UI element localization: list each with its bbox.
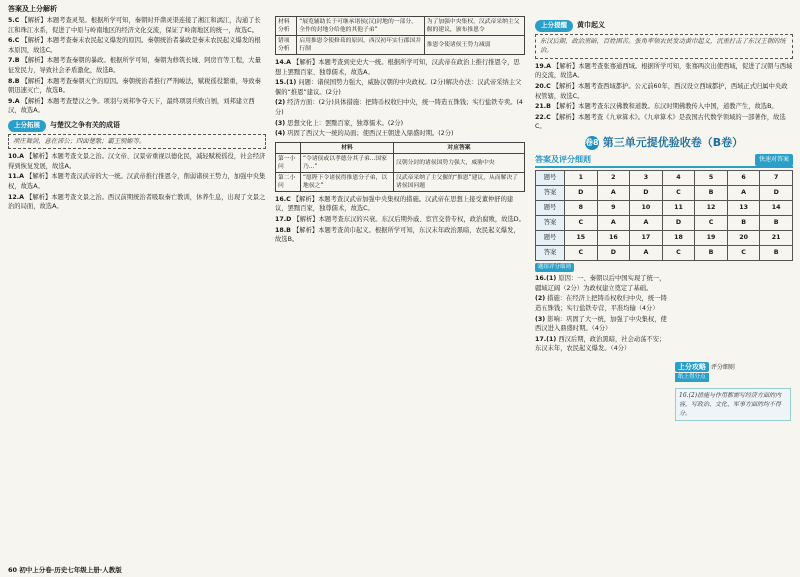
answer-bar-title: 答案及评分细则 bbox=[535, 154, 591, 164]
question-number-cell: 13 bbox=[727, 200, 760, 215]
answer-item bbox=[275, 119, 525, 129]
answer-item bbox=[275, 226, 525, 245]
answer-number: 7.B bbox=[8, 57, 20, 65]
answer-number: (3) bbox=[535, 315, 546, 323]
answer-number: 6.C bbox=[8, 37, 20, 45]
answer-grid-row bbox=[536, 185, 793, 200]
answer-grid-row bbox=[536, 230, 793, 245]
answer-number: 15.(1) bbox=[275, 79, 297, 87]
question-number-cell: 8 bbox=[565, 200, 598, 215]
question-number-cell: 21 bbox=[760, 230, 793, 245]
tip-pill: 上分拓展 bbox=[8, 120, 46, 132]
answer-cell: B bbox=[695, 185, 728, 200]
answer-item bbox=[535, 62, 793, 81]
question-number-cell: 19 bbox=[695, 230, 728, 245]
question-number-cell: 17 bbox=[630, 230, 663, 245]
answer-number: 8.B bbox=[8, 77, 20, 85]
question-number-cell: 4 bbox=[662, 170, 695, 185]
table-row bbox=[276, 142, 525, 153]
answer-item bbox=[8, 77, 266, 96]
answer-text: 影响：巩固了大一统，加强了中央集权，使西汉进入鼎盛时期。（4分） bbox=[535, 315, 667, 333]
table-cell: 材料分析 bbox=[276, 17, 297, 36]
answer-text: 措施：在经济上把铸币权收归中央，统一铸造五铢钱；实行盐铁专营，平准均输（4分） bbox=[535, 295, 667, 312]
table-row bbox=[276, 153, 525, 172]
tip-box bbox=[535, 20, 793, 32]
answer-item bbox=[535, 335, 670, 354]
table-cell: 错项分析 bbox=[276, 36, 297, 55]
answer-grid-row bbox=[536, 200, 793, 215]
answer-number: 16.C bbox=[275, 195, 291, 203]
rubric-box bbox=[675, 363, 791, 421]
answer-cell: A bbox=[597, 215, 630, 230]
answer-grid-label: 题号 bbox=[536, 170, 565, 185]
question-number-cell: 20 bbox=[727, 230, 760, 245]
answer-grid bbox=[535, 170, 793, 261]
answer-text: 【解析】本题考查秦末农民起义爆发的原因。秦朝统治者暴政是秦末农民起义爆发的根本原因，故选C。 bbox=[8, 37, 261, 54]
answer-cell: A bbox=[630, 215, 663, 230]
answer-number: 5.C bbox=[8, 17, 20, 24]
answer-grid-label: 题号 bbox=[536, 230, 565, 245]
answer-number: 18.B bbox=[275, 226, 291, 234]
score-tag: 题组评分细则 bbox=[535, 263, 574, 273]
question-number-cell: 16 bbox=[597, 230, 630, 245]
column-1 bbox=[8, 16, 266, 213]
answer-number: 22.C bbox=[535, 113, 551, 121]
answer-item bbox=[535, 294, 670, 313]
tip-pill: 上分提醒 bbox=[535, 20, 573, 32]
column-2 bbox=[275, 16, 525, 246]
table-cell: 汉朝分封的诸侯国势力强大，威胁中央 bbox=[394, 153, 525, 172]
answer-text: 【解析】本题考查楚汉之争。项羽与刘邦争夺天下，最终项羽兵败自刎，刘邦建立西汉，故选A。 bbox=[8, 97, 255, 115]
answer-text: 【解析】本题考查汉武帝的大一统。汉武帝推行推恩令，削弱诸侯王势力，加强中央集权，故选A。 bbox=[8, 173, 266, 190]
answer-cell: C bbox=[727, 245, 760, 260]
table-cell bbox=[276, 142, 301, 153]
answer-number: 17.(1) bbox=[535, 335, 557, 343]
answer-cell: C bbox=[695, 215, 728, 230]
column-3 bbox=[535, 16, 793, 355]
answer-grid-row bbox=[536, 170, 793, 185]
answer-item bbox=[535, 113, 793, 132]
answer-number: (2) bbox=[275, 99, 286, 107]
answer-text: 【解析】本题考查文景之治。汉文帝、汉景帝重视以德化民，减轻赋税徭役，社会经济得到恢复发展，故选A。 bbox=[8, 153, 266, 170]
answer-item bbox=[535, 315, 670, 334]
answer-number: (3) bbox=[275, 119, 286, 127]
page-header: 答案及上分解析 bbox=[8, 5, 57, 13]
answer-bar bbox=[535, 154, 793, 168]
answer-text: 原因：一、秦朝以后中国实现了统一，疆域辽阔（2分）为政权建立奠定了基础。 bbox=[535, 275, 666, 292]
answer-grid-label: 题号 bbox=[536, 200, 565, 215]
answer-cell: C bbox=[565, 245, 598, 260]
answer-cell: A bbox=[727, 185, 760, 200]
answer-number: 20.C bbox=[535, 82, 551, 90]
answer-number: (2) bbox=[535, 295, 546, 303]
answer-item bbox=[535, 102, 793, 112]
tip-text: 项庄舞剑，意在沛公；四面楚歌；霸王别姬等。 bbox=[8, 134, 266, 150]
rubric-head: 上分攻略 bbox=[675, 362, 709, 372]
table-cell: “愿陛下令诸侯得推恩分子弟，以地侯之” bbox=[301, 172, 394, 191]
question-number-cell: 5 bbox=[695, 170, 728, 185]
answer-text: 思想文化上：罢黜百家，独尊儒术。(2分) bbox=[287, 119, 404, 127]
answer-cell: B bbox=[695, 245, 728, 260]
answer-number: 10.A bbox=[8, 153, 25, 161]
question-number-cell: 14 bbox=[760, 200, 793, 215]
answer-item bbox=[275, 129, 525, 139]
answer-cell: D bbox=[662, 215, 695, 230]
answer-cell: C bbox=[662, 185, 695, 200]
tip-text: 东汉后期，政治黑暗，百姓困苦。张角率领农民发动黄巾起义，沉重打击了东汉王朝的统治。 bbox=[535, 34, 793, 59]
table-header: 材料 bbox=[301, 142, 394, 153]
answer-item bbox=[535, 82, 793, 101]
question-number-cell: 11 bbox=[662, 200, 695, 215]
answer-text: 【解析】本题考查《九章算术》。《九章算术》是我国古代数学领域的一部著作，故选C。 bbox=[535, 113, 786, 131]
answer-text: 【解析】本题考查西域都护。公元前60年，西汉设立西域都护，西域正式归属中央政权管辖，故选C。 bbox=[535, 82, 788, 100]
table-row bbox=[276, 172, 525, 191]
answer-number: 11.A bbox=[8, 173, 25, 181]
answer-item bbox=[275, 78, 525, 97]
answer-item bbox=[275, 215, 525, 225]
answer-text: 【解析】本题考查文景之治。西汉前期统治者吸取秦亡教训，休养生息，出现了文景之治的局面，故选A。 bbox=[8, 193, 266, 211]
rubric-tag: 纸上得分点 bbox=[675, 373, 709, 382]
answer-text: 西汉后期，政治黑暗，社会动荡不安；东汉末年，农民起义爆发。（4分） bbox=[535, 335, 666, 353]
question-number-cell: 15 bbox=[565, 230, 598, 245]
rubric-text: 16.(2)措施与作用都需写经济方面的内容，写政治、文化、军事方面的均不得分。 bbox=[675, 388, 791, 421]
answer-item bbox=[275, 98, 525, 117]
answer-item bbox=[8, 97, 266, 116]
answer-grid-label: 答案 bbox=[536, 185, 565, 200]
table-cell: “展览辅助长于可继承诸侯(汉)封地的一部分，全作的封地分给他的其他子弟” bbox=[297, 17, 424, 36]
question-number-cell: 7 bbox=[760, 170, 793, 185]
answer-item bbox=[535, 274, 670, 293]
answer-table bbox=[275, 142, 525, 192]
answer-text: 巩固了西汉大一统的局面；使西汉王朝进入鼎盛时期。(2分) bbox=[287, 130, 454, 138]
answer-cell: D bbox=[597, 245, 630, 260]
answer-cell: A bbox=[630, 245, 663, 260]
answer-cell: D bbox=[760, 185, 793, 200]
answer-grid-label: 答案 bbox=[536, 215, 565, 230]
answer-cell: C bbox=[662, 245, 695, 260]
answer-cell: A bbox=[597, 185, 630, 200]
answer-number: 14.A bbox=[275, 59, 292, 66]
table-row bbox=[276, 36, 525, 55]
answer-item bbox=[8, 36, 266, 55]
answer-cell: B bbox=[760, 215, 793, 230]
answer-grid-row bbox=[536, 245, 793, 260]
answer-item bbox=[8, 16, 266, 35]
answer-item bbox=[8, 193, 266, 212]
unit-title-text: 第三单元提优验收卷（B卷） bbox=[602, 136, 744, 150]
question-number-cell: 18 bbox=[662, 230, 695, 245]
answer-cell: C bbox=[565, 215, 598, 230]
answer-text: 【解析】本题考查灵渠。根据所学可知，秦朝时开凿灵渠连接了湘江和漓江，沟通了长江和珠江水系，促进了中原与岭南地区的经济文化交流，保证了岭南地区的统一，故选C。 bbox=[8, 17, 261, 34]
answer-text: 【解析】本题考查秦朝的暴政。根据所学可知，秦朝为修筑长城、阿房宫等工程，大量征发民力，导致社会矛盾激化，故选B。 bbox=[8, 57, 261, 74]
question-number-cell: 12 bbox=[695, 200, 728, 215]
unit-title bbox=[535, 136, 793, 150]
unit-badge: 卷8 bbox=[585, 136, 599, 150]
table-cell: 为了加强中央集权，汉武帝采纳主父偃的建议，颁布推恩令 bbox=[424, 17, 524, 36]
answer-text: 【解析】本题考查汉武帝加强中央集权的措施。汉武帝在思想上接受董仲舒的建议，罢黜百家，独尊儒术，故选C。 bbox=[275, 195, 514, 213]
answer-grid-row bbox=[536, 215, 793, 230]
answer-number: 12.A bbox=[8, 193, 25, 201]
answer-number: 21.B bbox=[535, 103, 551, 111]
answer-number: (4) bbox=[275, 130, 286, 138]
answer-number: 9.A bbox=[8, 97, 20, 105]
answer-text: 【解析】本题考查东汉的兴衰。东汉后期外戚、宦官交替专权，政治腐败，故选D。 bbox=[293, 215, 525, 223]
question-number-cell: 10 bbox=[630, 200, 663, 215]
table-header: 对应答案 bbox=[394, 142, 525, 153]
question-number-cell: 3 bbox=[630, 170, 663, 185]
table-cell: 汉武帝采纳了主父偃的“推恩”建议，从而解决了诸侯国问题 bbox=[394, 172, 525, 191]
answer-cell: D bbox=[630, 185, 663, 200]
answer-grid-label: 答案 bbox=[536, 245, 565, 260]
answer-text: 【解析】本题考查黄巾起义。根据所学可知，东汉末年政治黑暗，农民起义爆发，故选B。 bbox=[275, 226, 520, 244]
answer-item bbox=[8, 152, 266, 171]
table-row bbox=[276, 17, 525, 36]
tip-title: 黄巾起义 bbox=[577, 21, 605, 29]
table-cell: 第二小问 bbox=[276, 172, 301, 191]
tip-box bbox=[8, 120, 266, 132]
question-number-cell: 9 bbox=[597, 200, 630, 215]
question-number-cell: 2 bbox=[597, 170, 630, 185]
table-cell: 第一小问 bbox=[276, 153, 301, 172]
answer-text: 问题：诸侯国势力强大，威胁汉朝的中央政权。(2分)解决办法：汉武帝采纳主父偃的“推恩”建议。(2分) bbox=[275, 79, 522, 96]
rubric-sub: 评分细则 bbox=[710, 364, 735, 371]
answer-text: 经济方面：(2分)具体措施：把铸币权收归中央，统一铸造五铢钱；实行盐铁专卖。(4分) bbox=[275, 99, 523, 116]
answer-text: 【解析】本题考查东汉佛教和道教。东汉时期佛教传入中国，道教产生，故选B。 bbox=[552, 103, 778, 111]
quick-answer-label: 快速对答案 bbox=[755, 154, 793, 166]
answer-number: 17.D bbox=[275, 215, 292, 223]
table-cell: 推恩令使诸侯王势力减弱 bbox=[424, 36, 524, 55]
answer-item bbox=[275, 58, 525, 77]
answer-cell: D bbox=[565, 185, 598, 200]
answer-cell: B bbox=[727, 215, 760, 230]
question-number-cell: 6 bbox=[727, 170, 760, 185]
answer-item bbox=[275, 195, 525, 214]
analysis-table bbox=[275, 16, 525, 55]
tip-title: 与楚汉之争有关的成语 bbox=[50, 120, 120, 129]
question-number-cell: 1 bbox=[565, 170, 598, 185]
answer-number: 16.(1) bbox=[535, 275, 557, 283]
answer-text: 【解析】本题考查秦朝灭亡的原因。秦朝统治者推行严刑峻法，赋税徭役繁重，导致秦朝迅速灭亡，故选B。 bbox=[8, 77, 261, 95]
answer-text: 【解析】本题考查张骞通西域。根据所学可知，张骞两次出使西域，促进了汉朝与西域的交流，故选A。 bbox=[535, 62, 793, 80]
page-footer: 60 初中上分卷·历史七年级上册·人教版 bbox=[8, 566, 122, 574]
answer-item bbox=[8, 56, 266, 75]
answer-cell: B bbox=[760, 245, 793, 260]
answer-text: 【解析】本题考查到史史大一统。根据所学可知，汉武帝在政治上推行推恩令，思想上罢黜百家、独尊儒术，故选A。 bbox=[275, 59, 520, 76]
answer-item bbox=[8, 172, 266, 191]
answer-number: 19.A bbox=[535, 62, 552, 70]
table-cell: “令诸侯或以孝德分其子弟...国家乃...” bbox=[301, 153, 394, 172]
table-cell: 启用推恩令使修葺的原因，西汉初年实行郡国并行制 bbox=[297, 36, 424, 55]
